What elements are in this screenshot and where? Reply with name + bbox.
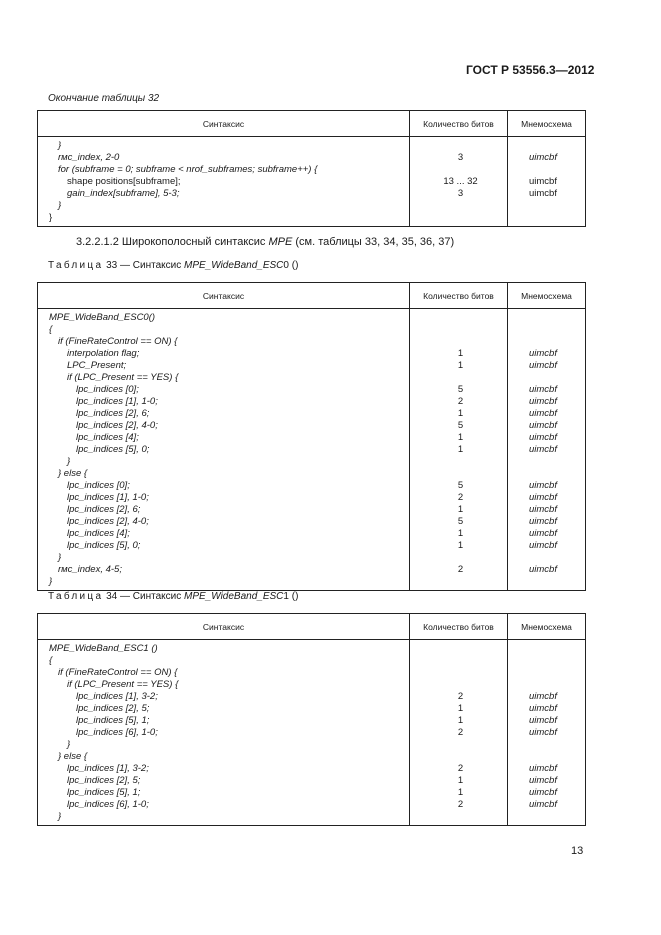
bits-value (410, 751, 507, 763)
syntax-line: } (67, 456, 71, 467)
bits-value (410, 576, 507, 588)
table-header-row (38, 111, 586, 137)
syntax-line: { (49, 324, 53, 335)
bits-value: 2 (457, 799, 464, 810)
mnemonic-value (508, 372, 585, 384)
bits-value: 2 (457, 564, 464, 575)
mnemonic-value (508, 212, 585, 224)
caption-end: 1 () (283, 591, 299, 602)
syntax-line: rмс_index, 4-5; (58, 564, 122, 575)
syntax-line: lpc_indices [2], 6; (67, 504, 141, 515)
column-header-mnemonic: Мнемосхема (508, 614, 586, 640)
mnemonic-value (508, 739, 585, 751)
caption-word: Таблица (48, 260, 104, 271)
bits-value: 2 (457, 727, 464, 738)
mnemonic-cell (508, 640, 586, 826)
caption-rest: 34 — Синтаксис (106, 591, 182, 602)
syntax-line: shape positions[subframe]; (67, 176, 181, 187)
mnemonic-value: uimcbf (529, 152, 557, 163)
bits-cell (410, 137, 508, 227)
bits-value (410, 372, 507, 384)
syntax-line: lpc_indices [1], 1-0; (67, 492, 149, 503)
bits-value (410, 140, 507, 152)
syntax-line: lpc_indices [5], 1; (67, 787, 141, 798)
mnemonic-cell (508, 309, 586, 591)
mnemonic-value: uimcbf (529, 528, 557, 539)
bits-value (410, 679, 507, 691)
mnemonic-cell (508, 137, 586, 227)
mnemonic-value: uimcbf (529, 564, 557, 575)
mnemonic-value (508, 468, 585, 480)
bits-value: 1 (457, 360, 464, 371)
mnemonic-value (508, 679, 585, 691)
mnemonic-value (508, 667, 585, 679)
mnemonic-value: uimcbf (529, 396, 557, 407)
mnemonic-value: uimcbf (529, 703, 557, 714)
section-title-post: (см. таблицы 33, 34, 35, 36, 37) (295, 236, 455, 248)
syntax-line: lpc_indices [1], 1-0; (76, 396, 158, 407)
bits-value: 1 (457, 703, 464, 714)
bits-value (410, 468, 507, 480)
syntax-line: lpc_indices [2], 5; (67, 775, 141, 786)
table-header-row (38, 614, 586, 640)
table-34-caption (48, 591, 298, 602)
syntax-cell (38, 137, 410, 227)
mnemonic-value (508, 552, 585, 564)
table-header-row (38, 283, 586, 309)
bits-value: 1 (457, 504, 464, 515)
mnemonic-value: uimcbf (529, 492, 557, 503)
bits-value: 1 (457, 444, 464, 455)
syntax-line: } (58, 811, 62, 822)
mnemonic-value (508, 456, 585, 468)
syntax-line: MPE_WideBand_ESC0() (49, 312, 156, 323)
standard-header: ГОСТ Р 53556.3—2012 (466, 63, 595, 77)
bits-value (410, 667, 507, 679)
table-34-syntax (37, 613, 586, 826)
syntax-line: lpc_indices [5], 0; (76, 444, 150, 455)
mnemonic-value (508, 324, 585, 336)
column-header-mnemonic: Мнемосхема (508, 283, 586, 309)
section-title-pre: Широкополосный синтаксис (121, 236, 266, 248)
bits-value: 1 (457, 787, 464, 798)
mnemonic-value (508, 751, 585, 763)
syntax-line: lpc_indices [2], 4-0; (67, 516, 149, 527)
caption-end: 0 () (283, 260, 299, 271)
syntax-line: lpc_indices [1], 3-2; (67, 763, 149, 774)
syntax-line: } (58, 140, 62, 151)
syntax-line: if (LPC_Present == YES) { (67, 679, 179, 690)
bits-value: 5 (457, 516, 464, 527)
bits-value (410, 324, 507, 336)
mnemonic-value: uimcbf (529, 540, 557, 551)
table-32-syntax (37, 110, 586, 227)
mnemonic-value (508, 200, 585, 212)
bits-value: 3 (457, 152, 464, 163)
section-heading (76, 236, 454, 248)
mnemonic-value: uimcbf (529, 763, 557, 774)
mnemonic-value: uimcbf (529, 691, 557, 702)
syntax-line: } (49, 576, 53, 587)
bits-value (410, 643, 507, 655)
section-number: 3.2.2.1.2 (76, 236, 119, 248)
mnemonic-value: uimcbf (529, 408, 557, 419)
column-header-bits: Количество битов (410, 111, 508, 137)
bits-value: 13 ... 32 (443, 176, 478, 187)
mnemonic-value (508, 655, 585, 667)
page-number: 13 (571, 845, 584, 857)
bits-value: 5 (457, 480, 464, 491)
table-body-row (38, 137, 586, 227)
bits-value: 5 (457, 420, 464, 431)
syntax-line: rмс_index, 2-0 (58, 152, 120, 163)
mnemonic-value: uimcbf (529, 176, 557, 187)
bits-value (410, 312, 507, 324)
bits-value: 1 (457, 348, 464, 359)
column-header-bits: Количество битов (410, 283, 508, 309)
syntax-line: } (49, 212, 53, 223)
column-header-mnemonic: Мнемосхема (508, 111, 586, 137)
syntax-line: lpc_indices [0]; (76, 384, 139, 395)
table-33-caption (48, 260, 298, 271)
mnemonic-value: uimcbf (529, 480, 557, 491)
mnemonic-value: uimcbf (529, 420, 557, 431)
bits-value: 1 (457, 408, 464, 419)
syntax-line: { (49, 655, 53, 666)
syntax-line: lpc_indices [4]; (67, 528, 130, 539)
mnemonic-value: uimcbf (529, 360, 557, 371)
section-title-italic: MPE (268, 236, 293, 248)
bits-value (410, 336, 507, 348)
mnemonic-value (508, 576, 585, 588)
syntax-line: } (58, 200, 62, 211)
bits-value (410, 212, 507, 224)
syntax-line: LPC_Present; (67, 360, 127, 371)
mnemonic-value: uimcbf (529, 504, 557, 515)
mnemonic-value: uimcbf (529, 715, 557, 726)
bits-value: 2 (457, 492, 464, 503)
caption-rest: 33 — Синтаксис (106, 260, 182, 271)
syntax-line: lpc_indices [2], 6; (76, 408, 150, 419)
bits-value: 3 (457, 188, 464, 199)
syntax-line: for (subframe = 0; subframe < nrof_subframes; subframe++) { (58, 164, 318, 175)
syntax-line: if (FineRateControl == ON) { (58, 336, 178, 347)
table-body-row (38, 309, 586, 591)
syntax-line: gain_index[subframe], 5-3; (67, 188, 180, 199)
mnemonic-value (508, 643, 585, 655)
mnemonic-value (508, 811, 585, 823)
bits-value (410, 200, 507, 212)
syntax-line: lpc_indices [6], 1-0; (67, 799, 149, 810)
bits-value (410, 456, 507, 468)
syntax-line: if (LPC_Present == YES) { (67, 372, 179, 383)
bits-value: 1 (457, 540, 464, 551)
bits-value (410, 739, 507, 751)
mnemonic-value (508, 336, 585, 348)
syntax-line: } else { (58, 751, 88, 762)
bits-value (410, 655, 507, 667)
bits-value: 1 (457, 715, 464, 726)
bits-value: 1 (457, 775, 464, 786)
syntax-line: } (58, 552, 62, 563)
syntax-line: lpc_indices [4]; (76, 432, 139, 443)
bits-value: 2 (457, 396, 464, 407)
mnemonic-value: uimcbf (529, 516, 557, 527)
syntax-line: lpc_indices [5], 1; (76, 715, 150, 726)
table-continuation-title: Окончание таблицы 32 (48, 93, 160, 104)
mnemonic-value: uimcbf (529, 444, 557, 455)
syntax-line: MPE_WideBand_ESC1 () (49, 643, 158, 654)
bits-value (410, 811, 507, 823)
mnemonic-value: uimcbf (529, 188, 557, 199)
syntax-line: } (67, 739, 71, 750)
caption-italic: MPE_WideBand_ESC (184, 260, 284, 271)
column-header-syntax: Синтаксис (38, 283, 410, 309)
mnemonic-value: uimcbf (529, 727, 557, 738)
bits-value (410, 164, 507, 176)
mnemonic-value: uimcbf (529, 348, 557, 359)
mnemonic-value: uimcbf (529, 799, 557, 810)
syntax-cell (38, 640, 410, 826)
mnemonic-value (508, 312, 585, 324)
bits-value (410, 552, 507, 564)
mnemonic-value: uimcbf (529, 432, 557, 443)
column-header-bits: Количество битов (410, 614, 508, 640)
mnemonic-value: uimcbf (529, 787, 557, 798)
syntax-line: lpc_indices [6], 1-0; (76, 727, 158, 738)
caption-word: Таблица (48, 591, 104, 602)
caption-italic: MPE_WideBand_ESC (184, 591, 284, 602)
mnemonic-value: uimcbf (529, 775, 557, 786)
column-header-syntax: Синтаксис (38, 614, 410, 640)
syntax-line: lpc_indices [2], 5; (76, 703, 150, 714)
column-header-syntax: Синтаксис (38, 111, 410, 137)
bits-cell (410, 309, 508, 591)
mnemonic-value (508, 140, 585, 152)
bits-value: 2 (457, 763, 464, 774)
bits-value: 1 (457, 432, 464, 443)
syntax-line: lpc_indices [0]; (67, 480, 130, 491)
syntax-line: interpolation flag; (67, 348, 140, 359)
mnemonic-value: uimcbf (529, 384, 557, 395)
table-body-row (38, 640, 586, 826)
mnemonic-value (508, 164, 585, 176)
table-33-syntax (37, 282, 586, 591)
syntax-line: lpc_indices [5], 0; (67, 540, 141, 551)
syntax-cell (38, 309, 410, 591)
bits-value: 1 (457, 528, 464, 539)
syntax-line: lpc_indices [2], 4-0; (76, 420, 158, 431)
syntax-line: lpc_indices [1], 3-2; (76, 691, 158, 702)
syntax-line: } else { (58, 468, 88, 479)
bits-value: 2 (457, 691, 464, 702)
syntax-line: if (FineRateControl == ON) { (58, 667, 178, 678)
bits-value: 5 (457, 384, 464, 395)
bits-cell (410, 640, 508, 826)
